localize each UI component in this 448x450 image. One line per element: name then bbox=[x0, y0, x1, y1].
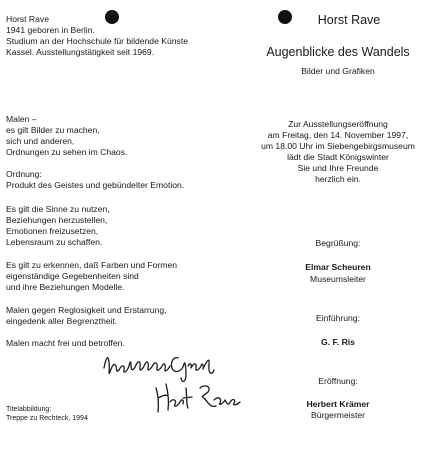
poem-line: Ordnungen zu sehen im Chaos. bbox=[6, 147, 128, 157]
poem-line: eingedenk aller Begrenztheit. bbox=[6, 316, 118, 326]
invitation-line: am Freitag, den 14. November 1997, bbox=[267, 130, 409, 140]
punch-hole-left bbox=[105, 10, 119, 24]
poem-line: es gilt Bilder zu machen, bbox=[6, 125, 100, 135]
program-speaker-name: Herbert Krämer bbox=[306, 399, 370, 409]
program-speaker-name: Elmar Scheuren bbox=[305, 262, 371, 272]
poem-line: Emotionen freizusetzen, bbox=[6, 226, 99, 236]
program-heading: Eröffnung: bbox=[318, 376, 358, 386]
artist-name: Horst Rave bbox=[6, 14, 49, 24]
program-speaker-name: G. F. Ris bbox=[321, 337, 355, 347]
invitation-line: Zur Ausstellungseröffnung bbox=[288, 119, 388, 129]
exhibition-title: Augenblicke des Wandels bbox=[266, 45, 410, 59]
poem-line: Lebensraum zu schaffen. bbox=[6, 237, 103, 247]
poem-line: Ordnung: bbox=[6, 169, 42, 179]
poem-line: Es gilt zu erkennen, daß Farben und Formen bbox=[6, 260, 178, 270]
poem-line: Beziehungen herzustellen, bbox=[6, 215, 108, 225]
caption-line: Treppe zu Rechteck, 1994 bbox=[6, 415, 88, 422]
poem-line: Es gilt die Sinne zu nutzen, bbox=[6, 204, 110, 214]
program-heading: Einführung: bbox=[316, 313, 360, 323]
poem-line: Malen macht frei und betroffen. bbox=[6, 338, 125, 348]
poem-line: Malen – bbox=[6, 114, 37, 124]
artist-name-heading: Horst Rave bbox=[317, 13, 381, 27]
program-heading: Begrüßung: bbox=[315, 238, 361, 248]
invitation-line: Sie und Ihre Freunde bbox=[297, 163, 379, 173]
bio-line: Studium an der Hochschule für bildende Künste bbox=[6, 36, 189, 46]
bio-line: Kassel. Ausstellungstätigkeit seit 1969. bbox=[6, 47, 155, 57]
poem-line: Produkt des Geistes und gebündelter Emotion. bbox=[6, 180, 185, 190]
bio-line: 1941 geboren in Berlin. bbox=[6, 25, 95, 35]
program-speaker-role: Museumsleiter bbox=[310, 274, 366, 284]
invitation-line: um 18.00 Uhr im Siebengebirgsmuseum bbox=[261, 141, 415, 151]
exhibition-subtitle: Bilder und Grafiken bbox=[301, 66, 375, 76]
poem-line: Malen gegen Reglosigkeit und Erstarrung, bbox=[6, 305, 167, 315]
program-speaker-role: Bürgermeister bbox=[311, 410, 365, 420]
caption-line: Titelabbildung: bbox=[6, 406, 52, 413]
poem-line: und ihre Beziehungen Modelle. bbox=[6, 282, 125, 292]
poem-line: sich und anderen, bbox=[6, 136, 75, 146]
invitation-line: herzlich ein. bbox=[315, 174, 361, 184]
handwritten-signature bbox=[100, 348, 250, 420]
poem-line: eigenständige Gegebenheiten sind bbox=[6, 271, 139, 281]
invitation-line: lädt die Stadt Königswinter bbox=[287, 152, 389, 162]
